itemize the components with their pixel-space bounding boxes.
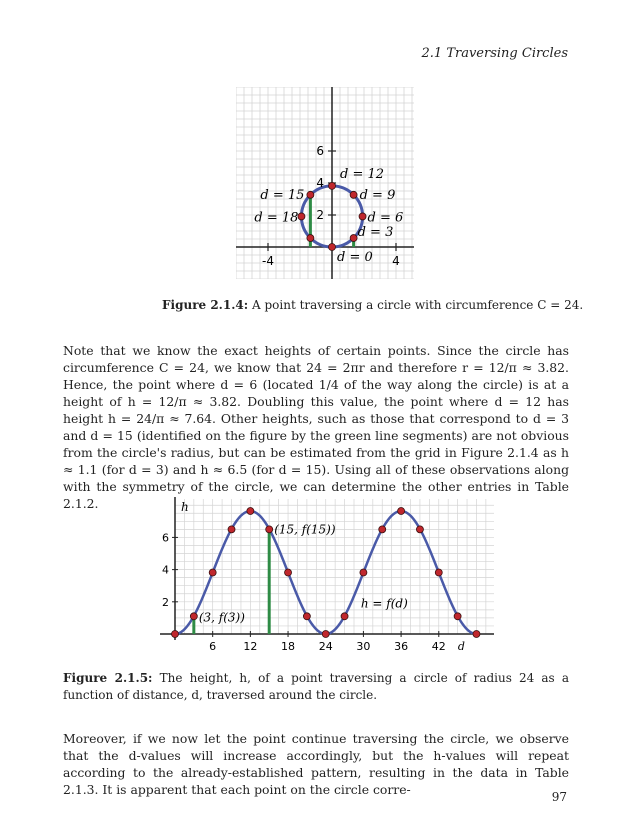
height-chart [160,495,505,660]
y-tick-label: 2 [162,595,169,609]
x-tick-label: 6 [209,640,217,653]
section-header: 2.1 Traversing Circles [421,46,568,61]
y-tick-label: 6 [162,531,169,545]
y-tick-label: 6 [316,144,324,158]
x-tick-label: 42 [431,640,446,653]
point-label: d = 0 [337,250,373,265]
data-point [473,631,480,638]
point-label: d = 15 [260,187,305,203]
figure1-caption-label: Figure 2.1.4: [162,298,249,312]
y-axis-label: h [181,500,189,514]
circle-point-d0 [329,244,336,251]
x-tick-label: 30 [356,640,371,653]
circle-point-d3 [350,235,357,242]
circle-point-d12 [329,182,336,189]
data-point [360,569,367,576]
x-tick-label: 24 [318,640,333,653]
data-point [398,508,405,515]
data-point [266,526,273,533]
data-point [454,613,461,620]
point-label: d = 18 [254,210,299,226]
figure1-caption-text: A point traversing a circle with circumference C = 24. [248,298,584,312]
figure2-caption-text: The height, h, of a point traversing a circle of radius 24 as a function of distance, d, traversed around the circle. [63,671,569,702]
data-point [416,526,423,533]
annotation-15: (15, f(15)) [274,522,336,537]
data-point [190,613,197,620]
y-tick-label: 4 [316,176,324,190]
y-tick-label: 4 [162,563,169,577]
page-number: 97 [551,790,567,804]
circle-point-d18 [298,213,305,220]
circle-point-d15 [307,191,314,198]
x-tick-label: 18 [281,640,296,653]
annotation-function: h = f(d) [360,596,408,611]
data-point [172,631,179,638]
point-label: d = 9 [359,187,396,203]
circle-point-d6 [359,213,366,220]
point-label: d = 12 [340,166,385,182]
x-tick-label: -4 [262,254,274,268]
annotation-3: (3, f(3)) [198,610,245,625]
data-point [303,613,310,620]
point-label: d = 6 [367,210,404,226]
data-point [247,508,254,515]
x-tick-label: 36 [394,640,409,653]
figure2-caption-label: Figure 2.1.5: [63,671,153,685]
paragraph-1: Note that we know the exact heights of certain points. Since the circle has circumference C = 24, we know that 24 = 2πr and therefore r = 12/π ≈ 3.82. Hence, the point where d = 6 (located 1/4 of the way along the circle) is at a height of h = 12/π ≈ 3.82. Doubling this value, the point where d = 12 has height h = 24/π ≈ 7.64. Other heights, such as those that correspond to d = 3 and d = 15 (identified on the figure by the green line segments) are not obvious from the circle's radius, but can be estimated from the grid in Figure 2.1.4 as h ≈ 1.1 (for d = 3) and h ≈ 6.5 (for d = 15). Using all of these observations along with the symmetry of the circle, we can determine the other entries in Table 2.1.2. [63,343,569,511]
data-point [209,569,216,576]
circle-point-d21 [307,235,314,242]
circle-figure [236,87,414,279]
x-tick-label: 4 [392,254,400,268]
x-tick-label: 12 [243,640,258,653]
data-point [341,613,348,620]
paragraph-2: Moreover, if we now let the point continue traversing the circle, we observe that the d-values will increase accordingly, but the h-values will repeat according to the already-established pattern, resulting in the data in Table 2.1.3. It is apparent that each point on the circle corre- [63,731,569,797]
x-axis-label: d [457,640,465,653]
point-label: d = 3 [357,225,394,241]
data-point [285,569,292,576]
figure1-caption [162,297,583,314]
data-point [435,569,442,576]
data-point [228,526,235,533]
data-point [322,631,329,638]
y-tick-label: 2 [316,208,324,222]
data-point [379,526,386,533]
circle-point-d9 [350,191,357,198]
figure2-caption [63,670,569,704]
